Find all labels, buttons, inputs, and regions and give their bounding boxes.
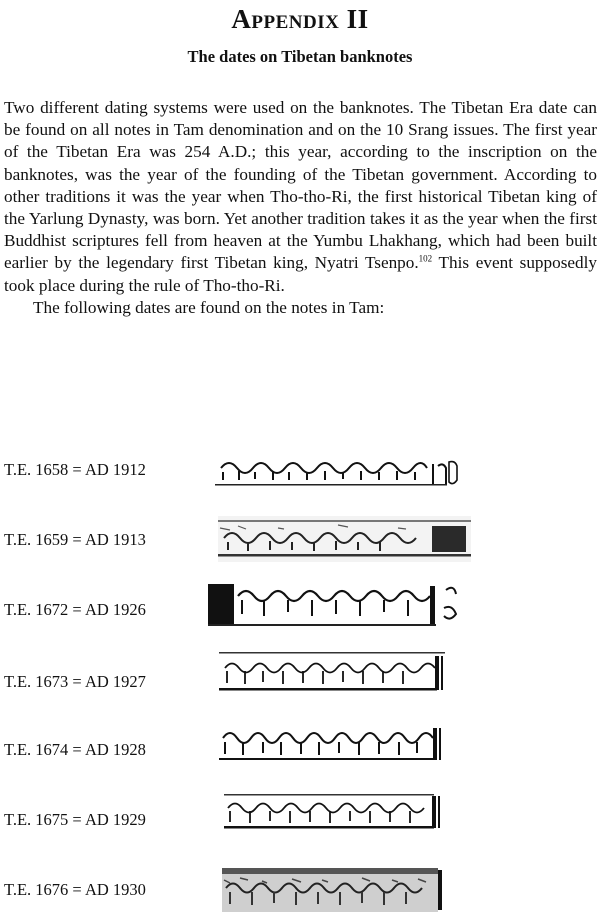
tibetan-inscription-image (208, 580, 466, 630)
date-label: T.E. 1659 = AD 1913 (4, 530, 146, 549)
date-label: T.E. 1676 = AD 1930 (4, 880, 146, 899)
paragraph-dates-intro: The following dates are found on the notes in Tam: (33, 297, 385, 317)
tibetan-inscription-image (218, 516, 471, 562)
date-label: T.E. 1673 = AD 1927 (4, 672, 146, 691)
tibetan-inscription-image (222, 868, 446, 912)
tibetan-inscription-image (219, 652, 445, 696)
body-text (4, 97, 597, 319)
date-row-1676 (0, 858, 600, 912)
date-row-1658 (0, 446, 600, 500)
paragraph-intro (4, 97, 597, 297)
date-row-1672 (0, 580, 600, 634)
date-row-1674 (0, 720, 600, 774)
tibetan-inscription-image (219, 724, 445, 766)
paragraph-intro-text: Two different dating systems were used on the banknotes. The Tibetan Era date can be found on all notes in Tam denomination and on the 10 Srang issues. The first year of the Tibetan Era was 254 A.D.; this year, according to the inscription on the banknotes, was the year of the founding of the Tibetan government. According to other traditions it was the year when Tho-tho-Ri, the first historical Tibetan king of the Yarlung Dynasty, was born. Yet another tradition takes it as the year when the first Buddhist scriptures fell from heaven at the Yumbu Lhakhang, which had been built earlier by the legendary first Tibetan king, Nyatri Tsenpo. (4, 98, 597, 273)
tibetan-inscription-image (224, 790, 444, 834)
date-row-1659 (0, 514, 600, 568)
appendix-subtitle: The dates on Tibetan banknotes (187, 47, 413, 66)
date-label: T.E. 1672 = AD 1926 (4, 600, 146, 619)
date-label: T.E. 1658 = AD 1912 (4, 460, 146, 479)
date-row-1673 (0, 650, 600, 704)
date-label: T.E. 1675 = AD 1929 (4, 810, 146, 829)
footnote-reference: 102 (418, 253, 433, 264)
paragraph-intro-end: This event supposedly took place during the rule of Tho-tho-Ri. (4, 253, 597, 295)
appendix-title: Appendix II (231, 4, 369, 34)
date-row-1675 (0, 790, 600, 844)
tibetan-inscription-image (215, 454, 465, 492)
date-label: T.E. 1674 = AD 1928 (4, 740, 146, 759)
